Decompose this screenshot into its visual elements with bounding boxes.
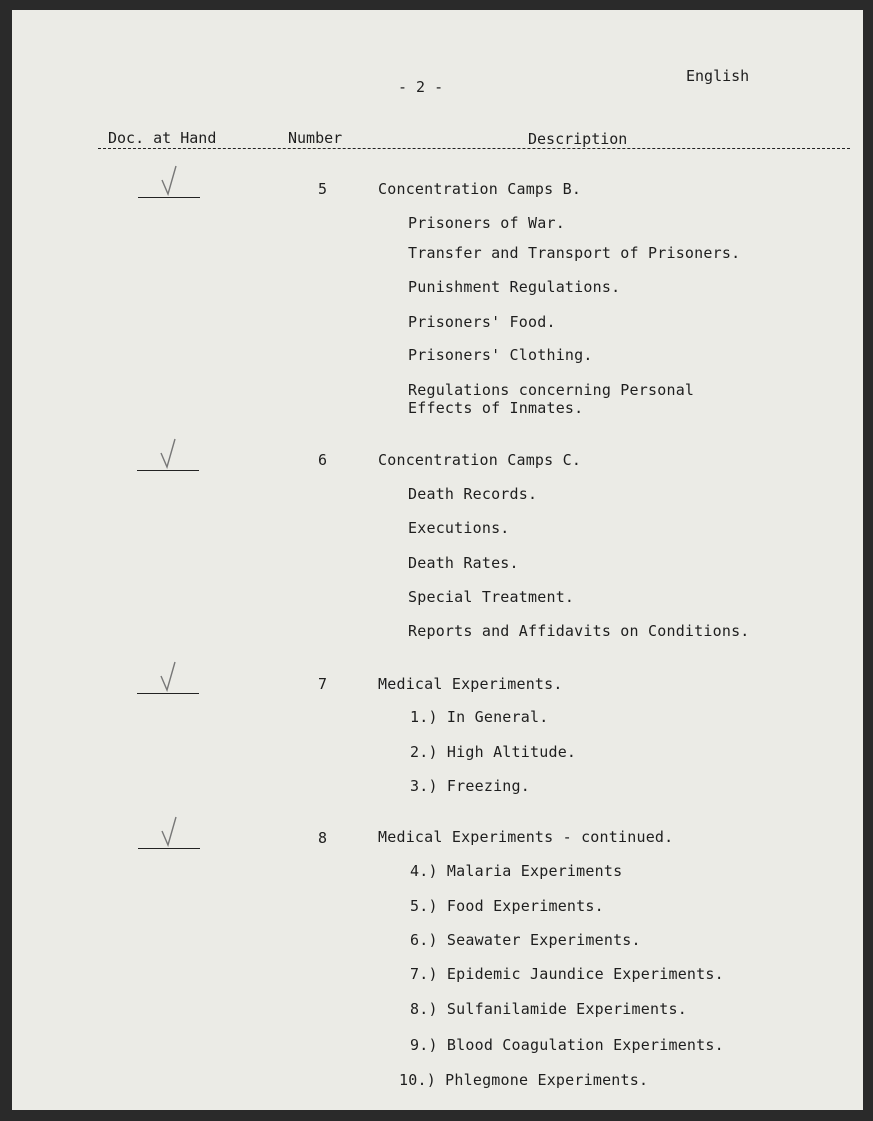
entry-item: 10.) Phlegmone Experiments. <box>399 1071 649 1089</box>
entry-title: Medical Experiments. <box>378 675 563 693</box>
check-mark <box>137 660 199 694</box>
header-rule <box>98 148 850 149</box>
language-label: English <box>686 67 750 85</box>
column-header-number: Number <box>288 129 343 147</box>
entry-item: Punishment Regulations. <box>408 278 621 296</box>
check-mark <box>138 164 200 198</box>
check-icon <box>159 437 179 469</box>
entry-item: 3.) Freezing. <box>410 777 530 795</box>
check-icon <box>160 164 180 196</box>
entry-item: Prisoners' Food. <box>408 313 556 331</box>
check-icon <box>160 815 180 847</box>
entry-item: Transfer and Transport of Prisoners. <box>408 244 741 262</box>
entry-item: Prisoners' Clothing. <box>408 346 593 364</box>
entry-title: Concentration Camps C. <box>378 451 582 469</box>
entry-item: 9.) Blood Coagulation Experiments. <box>410 1036 724 1054</box>
column-header-description: Description <box>528 130 628 148</box>
entry-item: Effects of Inmates. <box>408 399 584 417</box>
entry-item: Special Treatment. <box>408 588 575 606</box>
entry-item: Regulations concerning Personal <box>408 381 695 399</box>
entry-number: 8 <box>318 829 328 847</box>
entry-item: 7.) Epidemic Jaundice Experiments. <box>410 965 724 983</box>
column-header-doc-at-hand: Doc. at Hand <box>108 129 217 147</box>
check-mark <box>137 437 199 471</box>
entry-item: 6.) Seawater Experiments. <box>410 931 641 949</box>
entry-item: Executions. <box>408 519 510 537</box>
entry-number: 7 <box>318 675 328 693</box>
entry-item: 1.) In General. <box>410 708 549 726</box>
entry-title: Medical Experiments - continued. <box>378 828 674 846</box>
entry-item: 4.) Malaria Experiments <box>410 862 623 880</box>
check-mark <box>138 815 200 849</box>
entry-item: Death Rates. <box>408 554 519 572</box>
entry-item: Prisoners of War. <box>408 214 565 232</box>
page-number: - 2 - <box>398 78 444 96</box>
entry-item: 2.) High Altitude. <box>410 743 577 761</box>
entry-title: Concentration Camps B. <box>378 180 582 198</box>
entry-item: Death Records. <box>408 485 538 503</box>
entry-item: 8.) Sulfanilamide Experiments. <box>410 1000 687 1018</box>
entry-number: 6 <box>318 451 328 469</box>
entry-item: Reports and Affidavits on Conditions. <box>408 622 750 640</box>
entry-number: 5 <box>318 180 328 198</box>
entry-item: 5.) Food Experiments. <box>410 897 604 915</box>
check-icon <box>159 660 179 692</box>
